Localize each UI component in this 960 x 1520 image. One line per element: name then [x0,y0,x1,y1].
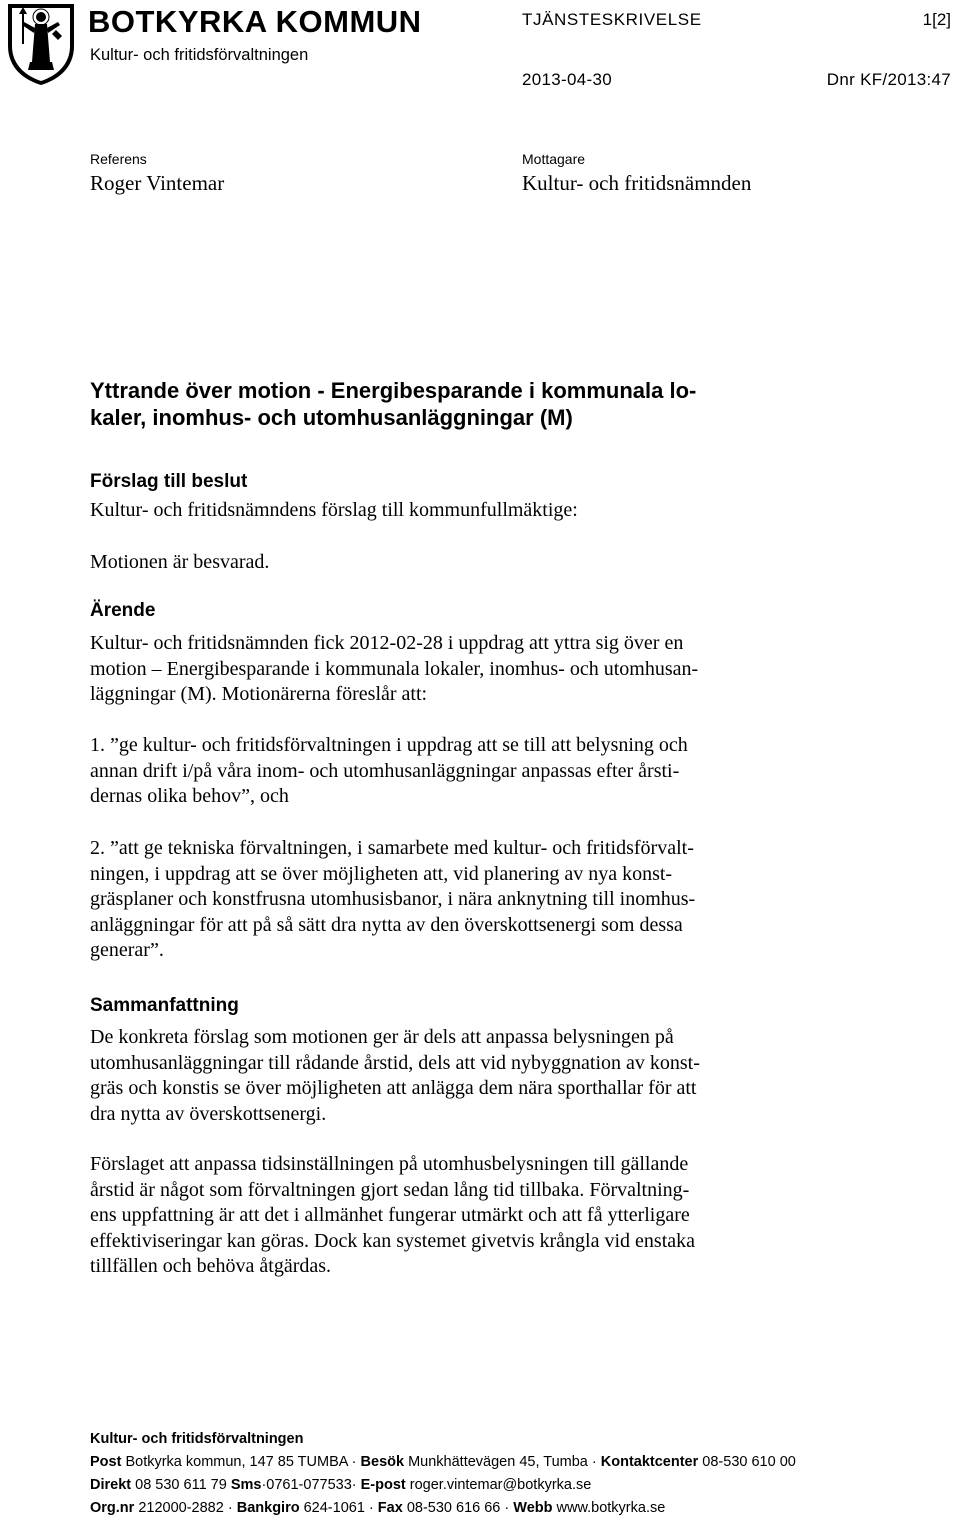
fax-label: Fax [377,1500,403,1516]
text-line: ens uppfattning är att det i allmänhet fungerar utmärkt och att få ytterligare [90,1204,690,1226]
case-paragraph [90,631,698,708]
summary-paragraph-2 [90,1152,695,1280]
separator: · [368,1500,374,1516]
contact-value: 08-530 610 00 [702,1454,796,1470]
text-line: effektiviseringar kan göras. Dock kan systemet givetvis krångla vid enstaka [90,1229,696,1252]
organization-department: Kultur- och fritidsförvaltningen [90,46,309,64]
proposal-heading: Förslag till beslut [90,471,248,492]
separator: · [351,1454,357,1470]
recipient-label: Mottagare [522,151,586,167]
organization-name: BOTKYRKA KOMMUN [88,4,422,39]
page-number: 1[2] [922,10,951,29]
document-reference-number: Dnr KF/2013:47 [826,70,951,89]
text-line: motion – Energibesparande i kommunala lokaler, inomhus- och utomhusan- [90,657,699,680]
text-line: annan drift i/på våra inom- och utomhusanläggningar anpassas efter årsti- [90,759,680,782]
text-line: Förslaget att anpassa tidsinställningen på utomhusbelysningen till gällande [90,1153,689,1175]
text-line: De konkreta förslag som motionen ger är dels att anpassa belysningen på [90,1026,674,1048]
summary-paragraph-1 [90,1025,700,1127]
contact-label: Kontaktcenter [600,1454,699,1470]
post-value: Botkyrka kommun, 147 85 TUMBA [125,1454,348,1470]
footer [90,1428,796,1520]
reference-label: Referens [90,151,147,167]
sms-value: ·0761-077533· [261,1477,357,1493]
text-line: anläggningar för att på så sätt dra nytta av den överskottsenergi som dessa [90,913,683,936]
text-line: 2. ”att ge tekniska förvaltningen, i samarbete med kultur- och fritidsförvalt- [90,837,694,859]
email-value: roger.vintemar@botkyrka.se [409,1477,592,1493]
separator: · [591,1454,597,1470]
text-line: tillfällen och behöva åtgärdas. [90,1255,332,1277]
proposal-decision: Motionen är besvarad. [90,551,270,573]
post-label: Post [90,1454,122,1470]
text-line: 1. ”ge kultur- och fritidsförvaltningen i uppdrag att se till att belysning och [90,734,688,756]
text-line: årstid är något som förvaltningen gjort sedan lång tid tillbaka. Förvaltning- [90,1178,690,1201]
footer-line-1 [90,1451,796,1474]
text-line: gräsplaner och konstfrusna utomhusisbanor, i nära anknytning till inomhus- [90,888,696,910]
direct-label: Direkt [90,1477,132,1493]
case-heading: Ärende [90,600,156,621]
bankgiro-value: 624-1061 [303,1500,365,1516]
summary-heading: Sammanfattning [90,995,239,1016]
document-title [90,377,696,431]
document-type: TJÄNSTESKRIVELSE [522,10,702,29]
separator: · [227,1500,233,1516]
title-line: Yttrande över motion - Energibesparande i kommunala lo- [90,378,697,403]
text-line: gräs och konstis se över möjligheten att anlägga dem nära sporthallar för att [90,1077,697,1099]
orgnr-label: Org.nr [90,1500,135,1516]
motion-item-1 [90,733,688,810]
direct-value: 08 530 611 79 [135,1477,227,1493]
orgnr-value: 212000-2882 [138,1500,224,1516]
recipient-name: Kultur- och fritidsnämnden [522,171,752,195]
proposal-intro: Kultur- och fritidsnämndens förslag till kommunfullmäktige: [90,499,578,521]
text-line: dra nytta av överskottsenergi. [90,1102,327,1125]
fax-value: 08-530 616 66 [406,1500,501,1516]
text-line: generar”. [90,939,164,961]
footer-line-3 [90,1497,796,1520]
motion-item-2 [90,836,695,964]
title-line: kaler, inomhus- och utomhusanläggningar (M) [90,405,573,430]
text-line: ningen, i uppdrag att se över möjligheten att, vid planering av nya konst- [90,862,673,885]
visit-value: Munkhättevägen 45, Tumba [408,1454,588,1470]
text-line: Kultur- och fritidsnämnden fick 2012-02-28 i uppdrag att yttra sig över en [90,632,684,654]
footer-line-2 [90,1474,796,1497]
bankgiro-label: Bankgiro [236,1500,300,1516]
municipal-coat-of-arms-icon [6,2,76,86]
email-label: E-post [360,1477,406,1493]
visit-label: Besök [360,1454,405,1470]
text-line: utomhusanläggningar till rådande årstid, dels att vid nybyggnation av konst- [90,1051,700,1074]
reference-name: Roger Vintemar [90,171,225,195]
web-value: www.botkyrka.se [556,1500,666,1516]
document-date: 2013-04-30 [522,70,612,89]
web-label: Webb [513,1500,553,1516]
text-line: läggningar (M). Motionärerna föreslår att: [90,683,428,705]
footer-department: Kultur- och fritidsförvaltningen [90,1431,304,1447]
text-line: dernas olika behov”, och [90,785,289,807]
separator: · [504,1500,510,1516]
sms-label: Sms [230,1477,262,1493]
